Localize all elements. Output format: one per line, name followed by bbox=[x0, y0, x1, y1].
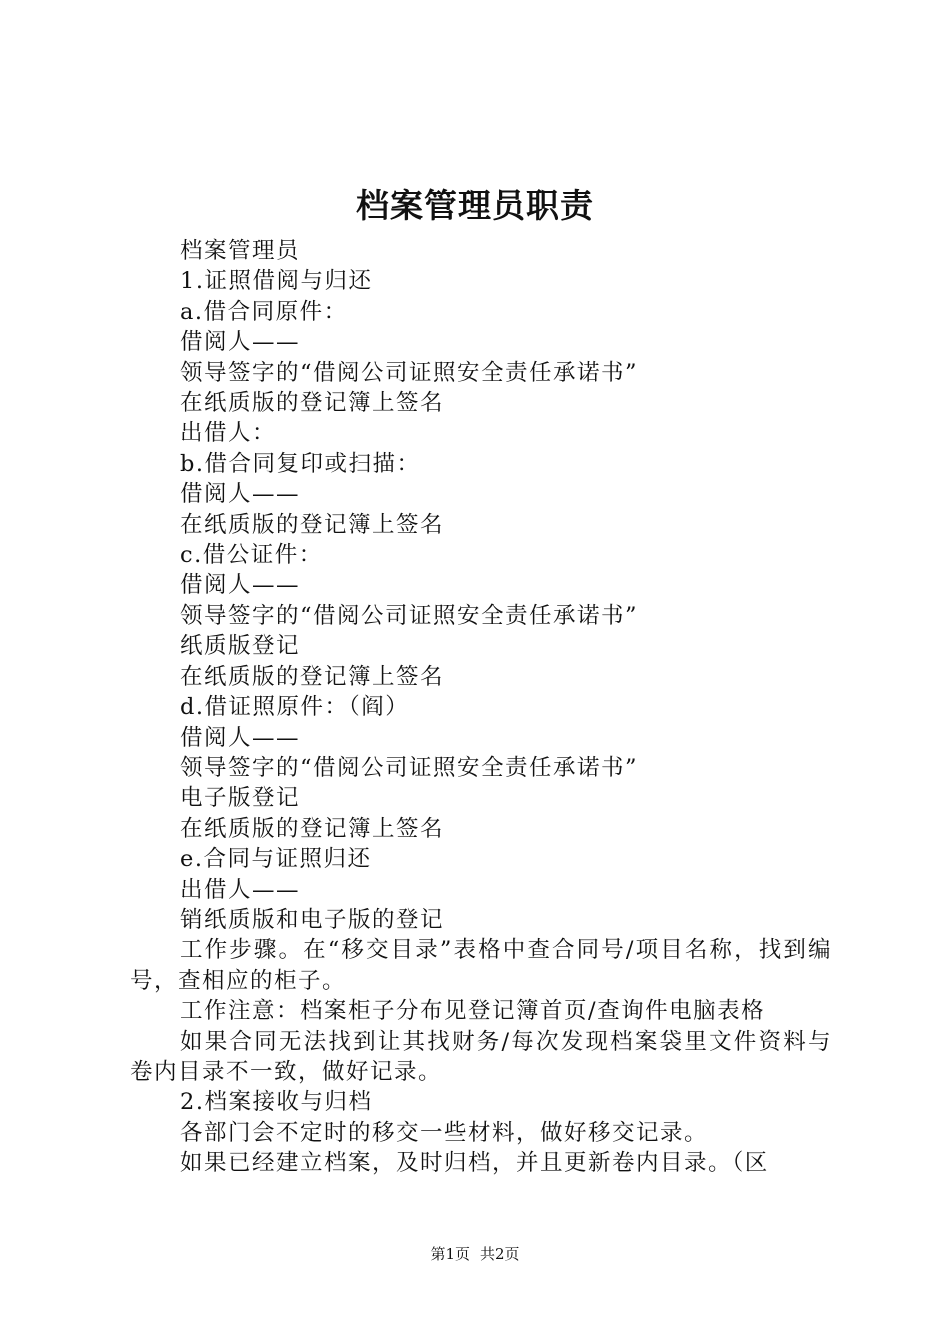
paragraph: 2.档案接收与归档 bbox=[180, 1089, 373, 1116]
paragraph: 1.证照借阅与归还 bbox=[180, 268, 373, 295]
paragraph: 销纸质版和电子版的登记 bbox=[180, 906, 445, 933]
paragraph: 在纸质版的登记簿上签名 bbox=[180, 663, 445, 690]
paragraph: 电子版登记 bbox=[180, 785, 301, 812]
paragraph: 在纸质版的登记簿上签名 bbox=[180, 511, 445, 538]
document-body bbox=[130, 236, 832, 1179]
paragraph: 借阅人—— bbox=[180, 329, 301, 356]
paragraph: 如果合同无法找到让其找财务/每次发现档案袋里文件资料与卷内目录不一致，做好记录。 bbox=[130, 1028, 832, 1085]
paragraph: 借阅人—— bbox=[180, 481, 301, 508]
paragraph: a.借合同原件： bbox=[180, 298, 348, 325]
paragraph: 在纸质版的登记簿上签名 bbox=[180, 390, 445, 417]
paragraph: 工作注意：档案柜子分布见登记簿首页/查询件电脑表格 bbox=[180, 998, 766, 1025]
paragraph: 如果已经建立档案，及时归档，并且更新卷内目录。（区 bbox=[180, 1150, 769, 1177]
page-total: 共2页 bbox=[480, 1245, 520, 1263]
paragraph: 工作步骤。在“移交目录”表格中查合同号/项目名称，找到编号，查相应的柜子。 bbox=[130, 937, 832, 994]
paragraph: b.借合同复印或扫描： bbox=[180, 450, 421, 477]
paragraph: 纸质版登记 bbox=[180, 633, 301, 660]
paragraph: d.借证照原件：（阎） bbox=[180, 694, 410, 721]
paragraph: 领导签字的“借阅公司证照安全责任承诺书” bbox=[180, 359, 639, 386]
paragraph: 出借人—— bbox=[180, 876, 301, 903]
page-number: 第1页 bbox=[430, 1245, 470, 1263]
page-title: 档案管理员职责 bbox=[356, 186, 594, 225]
paragraph: 领导签字的“借阅公司证照安全责任承诺书” bbox=[180, 602, 639, 629]
paragraph: 档案管理员 bbox=[180, 238, 301, 264]
paragraph: e.合同与证照归还 bbox=[180, 846, 372, 873]
paragraph: c.借公证件： bbox=[180, 542, 323, 569]
page-footer bbox=[0, 1244, 950, 1264]
paragraph: 借阅人—— bbox=[180, 724, 301, 751]
paragraph: 出借人： bbox=[180, 420, 277, 447]
paragraph: 领导签字的“借阅公司证照安全责任承诺书” bbox=[180, 754, 639, 781]
paragraph: 借阅人—— bbox=[180, 572, 301, 599]
paragraph: 在纸质版的登记簿上签名 bbox=[180, 815, 445, 842]
paragraph: 各部门会不定时的移交一些材料，做好移交记录。 bbox=[180, 1119, 709, 1146]
